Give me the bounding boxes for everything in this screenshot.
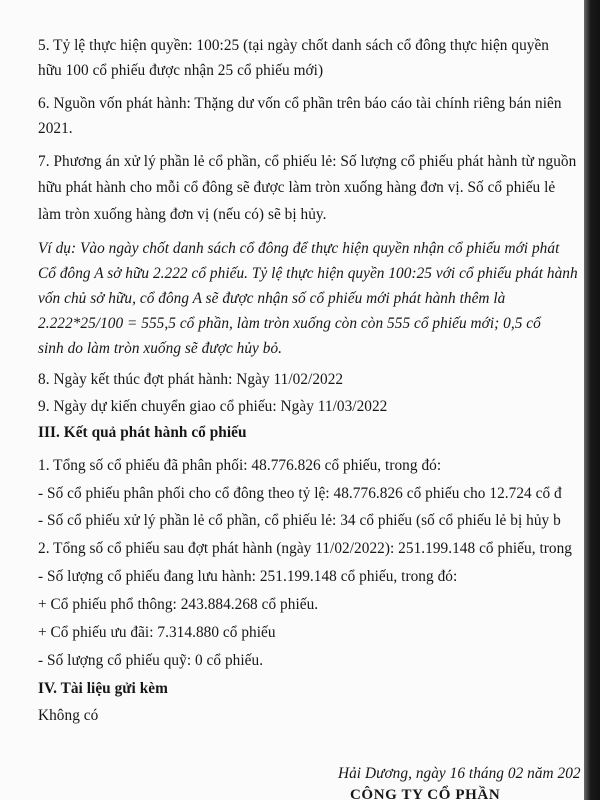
example-line-1: Ví dụ: Vào ngày chốt danh sách cổ đông để thực hiện quyền nhận cổ phiếu mới phát xyxy=(38,240,560,257)
item-5-line-1: 5. Tỷ lệ thực hiện quyền: 100:25 (tại ngày chốt danh sách cổ đông thực hiện quyền xyxy=(38,37,550,54)
attachments-none: Không có xyxy=(38,707,99,724)
section-iv-heading: IV. Tài liệu gửi kèm xyxy=(38,680,168,697)
item-8: 8. Ngày kết thúc đợt phát hành: Ngày 11/02/2022 xyxy=(38,371,344,388)
example-line-4: 2.222*25/100 = 555,5 cổ phần, làm tròn xuống còn còn 555 cổ phiếu mới; 0,5 cổ xyxy=(38,315,541,332)
item-7-line-3: làm tròn xuống hàng đơn vị (nếu có) sẽ bị hủy. xyxy=(38,206,327,223)
page-edge-shadow xyxy=(584,0,600,800)
item-5-line-2: hữu 100 cổ phiếu được nhận 25 cổ phiếu mới) xyxy=(38,62,324,79)
example-line-3: vốn chủ sở hữu, cổ đông A sẽ được nhận số cổ phiếu mới phát hành thêm là xyxy=(38,290,506,307)
item-7-line-1: 7. Phương án xử lý phần lẻ cổ phần, cổ phiếu lẻ: Số lượng cổ phiếu phát hành từ nguồn xyxy=(38,153,577,170)
result-2: 2. Tổng số cổ phiếu sau đợt phát hành (ngày 11/02/2022): 251.199.148 cổ phiếu, trong xyxy=(38,540,573,557)
result-2-preferred: + Cổ phiếu ưu đãi: 7.314.880 cổ phiếu xyxy=(38,624,276,641)
result-2-treasury: - Số lượng cổ phiếu quỹ: 0 cổ phiếu. xyxy=(38,652,264,669)
result-2-a: - Số lượng cổ phiếu đang lưu hành: 251.199.148 cổ phiếu, trong đó: xyxy=(38,568,458,585)
result-2-common: + Cổ phiếu phổ thông: 243.884.268 cổ phiếu. xyxy=(38,596,319,613)
item-9: 9. Ngày dự kiến chuyển giao cổ phiếu: Ngày 11/03/2022 xyxy=(38,398,388,415)
signature-place-date: Hải Dương, ngày 16 tháng 02 năm 202 xyxy=(338,765,581,782)
item-6-line-1: 6. Nguồn vốn phát hành: Thặng dư vốn cổ phần trên báo cáo tài chính riêng bán niên xyxy=(38,95,562,112)
result-1: 1. Tổng số cổ phiếu đã phân phối: 48.776.826 cổ phiếu, trong đó: xyxy=(38,457,442,474)
item-6-line-2: 2021. xyxy=(38,120,73,137)
section-iii-heading: III. Kết quả phát hành cổ phiếu xyxy=(38,424,247,441)
item-7-line-2: hữu phát hành cho mỗi cổ đông sẽ được làm tròn xuống hàng đơn vị. Số cổ phiếu lẻ xyxy=(38,179,556,196)
example-line-2: Cổ đông A sở hữu 2.222 cổ phiếu. Tỷ lệ thực hiện quyền 100:25 với cổ phiếu phát hành xyxy=(38,265,578,282)
result-1-b: - Số cổ phiếu xử lý phần lẻ cổ phần, cổ phiếu lẻ: 34 cổ phiếu (số cổ phiếu lẻ bị hủy b xyxy=(38,512,561,529)
signature-company: CÔNG TY CỔ PHẦN xyxy=(350,787,501,800)
example-line-5: sinh do làm tròn xuống sẽ được hủy bỏ. xyxy=(38,340,283,357)
result-1-a: - Số cổ phiếu phân phối cho cổ đông theo tỷ lệ: 48.776.826 cổ phiếu cho 12.724 cổ đ xyxy=(38,485,562,502)
